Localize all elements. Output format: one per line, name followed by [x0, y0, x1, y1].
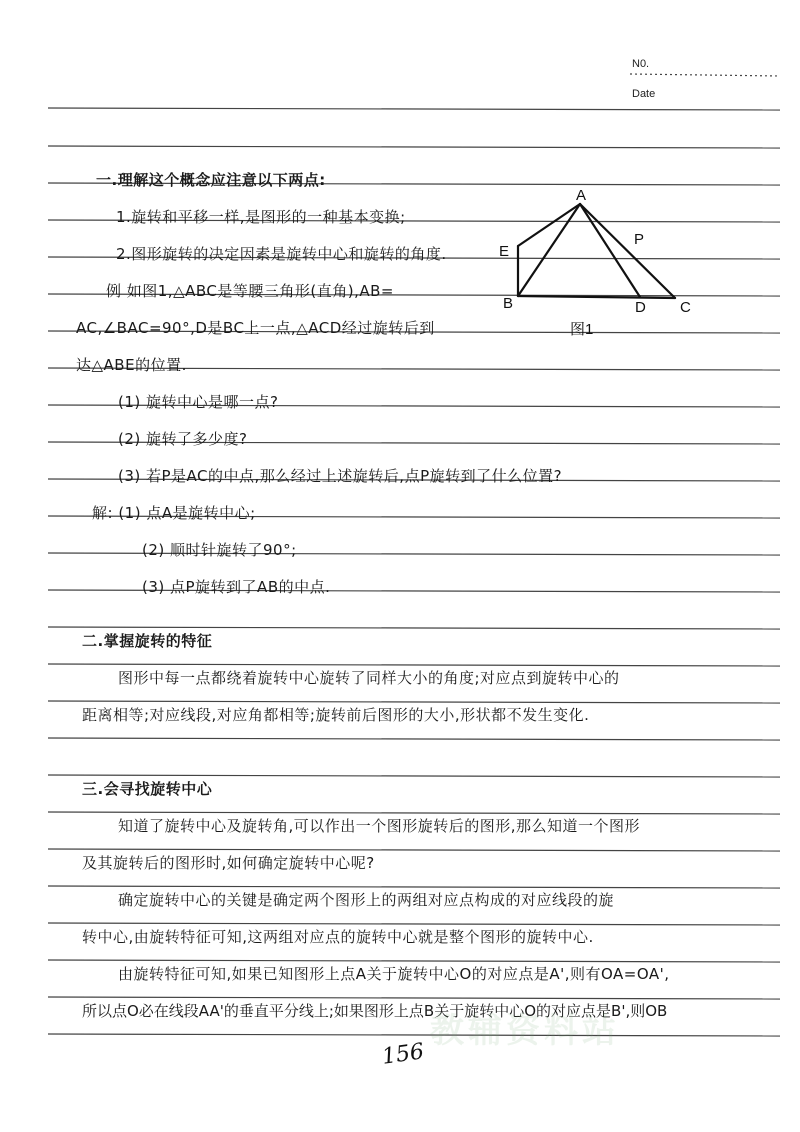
- example-line-2: AC,∠BAC=90°,D是BC上一点,△ACD经过旋转后到: [76, 319, 435, 337]
- segment-AB: [518, 204, 580, 296]
- page-number: 156: [380, 1039, 426, 1070]
- segment-AE: [518, 204, 580, 246]
- section3-line-2: 及其旋转后的图形时,如何确定旋转中心呢?: [82, 854, 375, 872]
- header-date-label: Date: [632, 88, 656, 100]
- section3-title: 三.会寻找旋转中心: [82, 780, 213, 798]
- question-2: (2) 旋转了多少度?: [118, 430, 248, 448]
- section3-line-3: 确定旋转中心的关键是确定两个图形上的两组对应点构成的对应线段的旋: [118, 891, 615, 909]
- section3-line-1: 知道了旋转中心及旋转角,可以作出一个图形旋转后的图形,那么知道一个图形: [118, 817, 641, 835]
- header-no-label: N0.: [632, 58, 650, 70]
- section3-line-4: 转中心,由旋转特征可知,这两组对应点的旋转中心就是整个图形的旋转中心.: [82, 928, 594, 946]
- question-3: (3) 若P是AC的中点,那么经过上述旋转后,点P旋转到了什么位置?: [118, 467, 563, 485]
- label-A: A: [576, 187, 587, 204]
- label-B: B: [503, 295, 514, 312]
- section2-title: 二.掌握旋转的特征: [82, 632, 213, 650]
- figure-caption: 图1: [570, 321, 594, 338]
- segment-AD: [580, 204, 640, 297]
- label-P: P: [634, 231, 645, 248]
- label-E: E: [499, 243, 510, 260]
- answer-3: (3) 点P旋转到了AB的中点.: [142, 578, 331, 596]
- label-C: C: [680, 299, 691, 316]
- section2-line-1: 图形中每一点都绕着旋转中心旋转了同样大小的角度;对应点到旋转中心的: [118, 669, 620, 687]
- section1-point2: 2.图形旋转的决定因素是旋转中心和旋转的角度.: [116, 245, 447, 263]
- example-line-1: 例 如图1,△ABC是等腰三角形(直角),AB=: [106, 282, 394, 300]
- segment-AC: [580, 204, 675, 298]
- answer-2: (2) 顺时针旋转了90°;: [142, 541, 297, 559]
- watermark: 教辅资料站: [430, 1011, 620, 1051]
- question-1: (1) 旋转中心是哪一点?: [118, 393, 279, 411]
- section1-title: 一.理解这个概念应注意以下两点:: [96, 171, 326, 189]
- section3-line-5: 由旋转特征可知,如果已知图形上点A关于旋转中心O的对应点是A',则有OA=OA',: [118, 965, 670, 983]
- label-D: D: [635, 299, 646, 316]
- example-line-3: 达△ABE的位置.: [76, 356, 187, 374]
- section3-line-6: 所以点O必在线段AA'的垂直平分线上;如果图形上点B关于旋转中心O的对应点是B',则OB: [82, 1002, 668, 1020]
- section2-line-2: 距离相等;对应线段,对应角都相等;旋转前后图形的大小,形状都不发生变化.: [82, 706, 590, 724]
- section1-point1: 1.旋转和平移一样,是图形的一种基本变换;: [116, 208, 406, 226]
- segment-BC: [518, 296, 675, 298]
- answer-1: 解: (1) 点A是旋转中心;: [92, 504, 256, 522]
